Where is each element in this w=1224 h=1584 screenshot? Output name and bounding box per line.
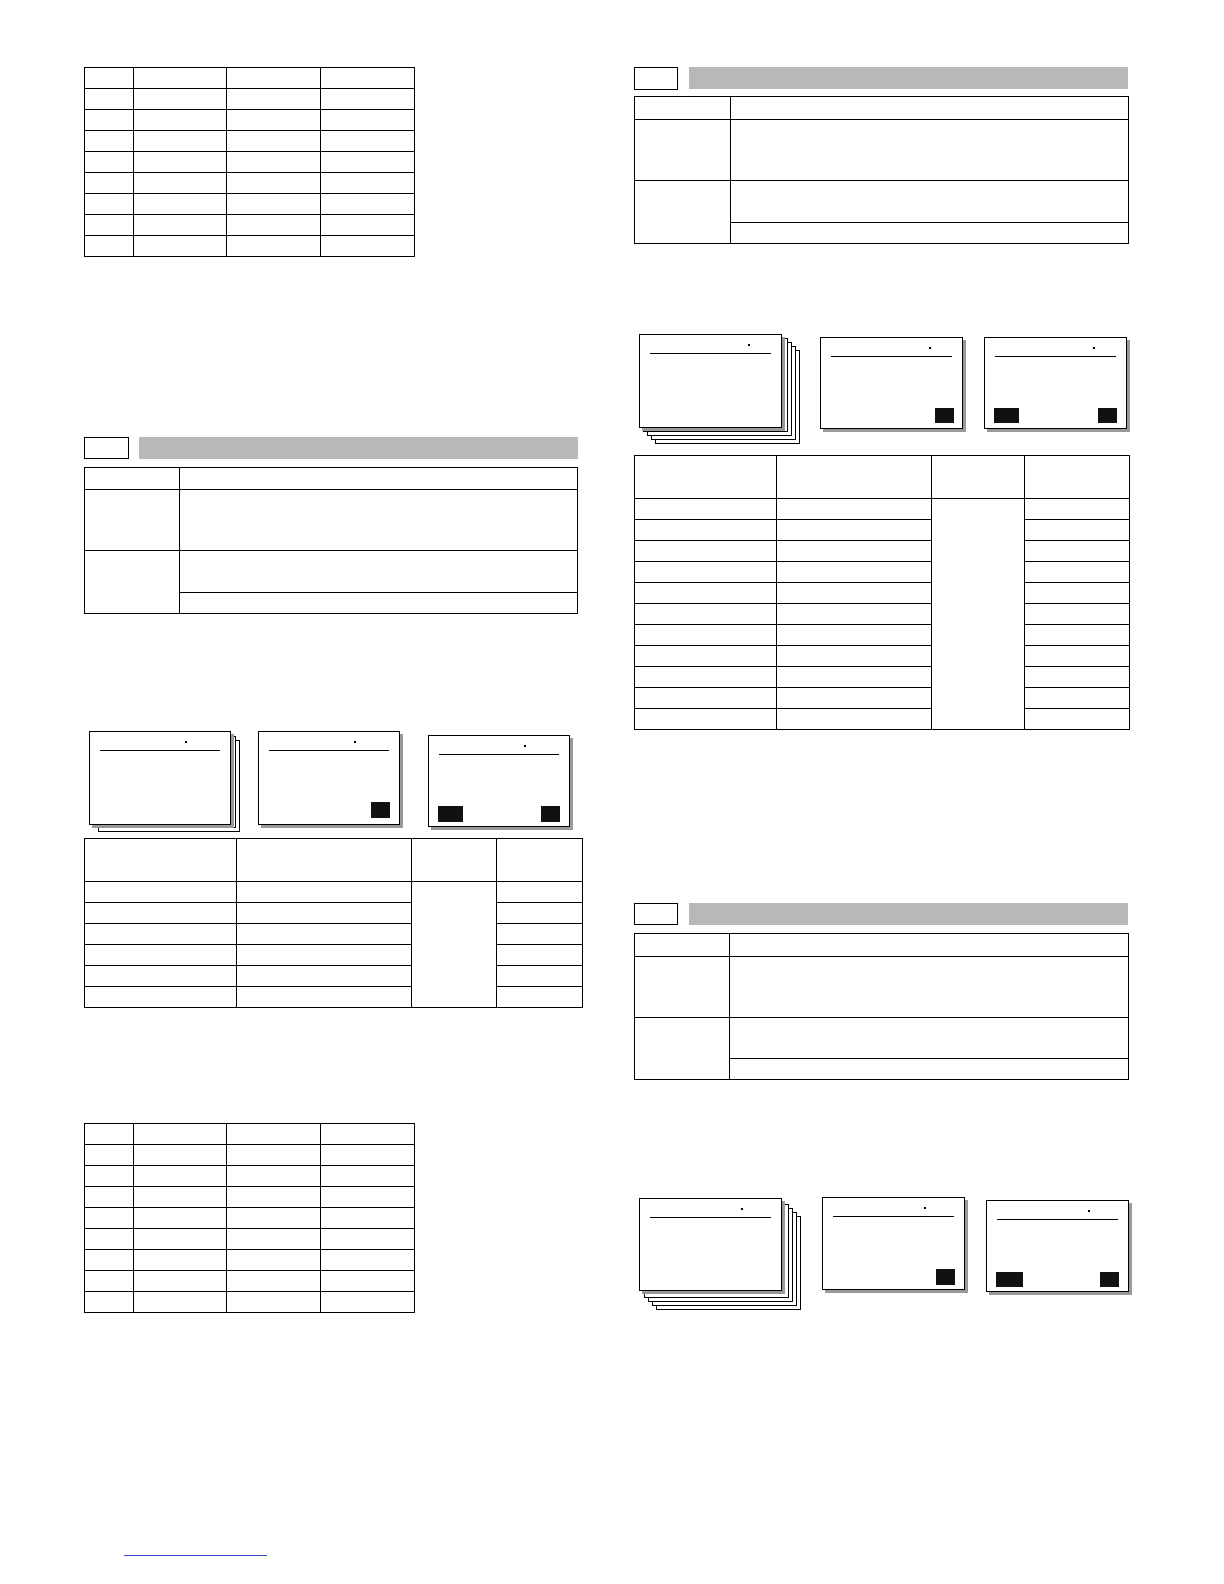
table-cell <box>321 1229 415 1250</box>
back-key-icon <box>994 408 1019 423</box>
lcd-screen-1 <box>89 731 231 825</box>
table-cell <box>497 882 583 903</box>
table-cell <box>1025 688 1130 709</box>
table-cell <box>635 541 777 562</box>
table-row <box>635 625 1130 646</box>
table-cell <box>321 68 415 89</box>
table-cell <box>227 1271 321 1292</box>
table-cell <box>321 1271 415 1292</box>
table-cell <box>134 68 227 89</box>
table-row <box>635 583 1130 604</box>
table-cell <box>1025 583 1130 604</box>
section-2-code-box <box>634 67 678 90</box>
table-cell <box>227 1145 321 1166</box>
table-row <box>85 966 583 987</box>
table-cell <box>134 1229 227 1250</box>
table-cell <box>227 173 321 194</box>
table-row <box>85 215 415 236</box>
table-cell <box>777 520 932 541</box>
table-cell <box>777 499 932 520</box>
table-cell <box>85 131 134 152</box>
lcd-screen-8 <box>822 1197 965 1290</box>
table-cell <box>321 89 415 110</box>
section-2-info-table <box>634 96 1129 244</box>
lcd-screen-9 <box>986 1200 1129 1292</box>
lcd-screen-5 <box>820 337 963 429</box>
table-row <box>635 562 1130 583</box>
table-row <box>85 68 415 89</box>
table-row <box>85 1271 415 1292</box>
section-3-title-bar <box>689 903 1128 925</box>
table-header-row <box>635 456 1130 499</box>
table-cell <box>134 131 227 152</box>
table-cell <box>932 499 1025 730</box>
table-row <box>85 987 583 1008</box>
table-cell <box>227 110 321 131</box>
table-cell <box>85 1229 134 1250</box>
table-row <box>85 1124 415 1145</box>
table-cell <box>85 924 237 945</box>
table-cell <box>85 68 134 89</box>
table-cell <box>237 882 412 903</box>
table-row <box>85 903 583 924</box>
table-cell <box>134 1187 227 1208</box>
table-cell <box>777 562 932 583</box>
table-row <box>85 89 415 110</box>
table-cell <box>497 924 583 945</box>
enter-key-icon <box>936 1269 955 1285</box>
section-3-info-table <box>634 933 1129 1080</box>
table-cell <box>635 520 777 541</box>
table-cell <box>635 625 777 646</box>
table-cell <box>85 236 134 257</box>
table-header-row <box>85 839 583 882</box>
table-cell <box>1025 499 1130 520</box>
table-cell <box>134 1208 227 1229</box>
table-cell <box>85 1208 134 1229</box>
bottom-left-table <box>84 1123 415 1313</box>
table-cell <box>134 1145 227 1166</box>
table-cell <box>1025 667 1130 688</box>
enter-key-icon <box>541 806 560 822</box>
table-cell <box>1025 562 1130 583</box>
table-row <box>635 499 1130 520</box>
table-row <box>635 667 1130 688</box>
back-key-icon <box>438 806 463 822</box>
table-cell <box>1025 520 1130 541</box>
table-cell <box>321 236 415 257</box>
table-row <box>85 1145 415 1166</box>
table-row <box>85 1187 415 1208</box>
table-cell <box>85 1187 134 1208</box>
table-cell <box>227 131 321 152</box>
table-cell <box>635 709 777 730</box>
table-cell <box>1025 541 1130 562</box>
top-left-table-body <box>85 68 415 257</box>
table-cell <box>227 1124 321 1145</box>
table-cell <box>321 1208 415 1229</box>
table-cell <box>134 173 227 194</box>
table-cell <box>777 604 932 625</box>
table-cell <box>227 89 321 110</box>
table-row <box>635 709 1130 730</box>
table-cell <box>134 236 227 257</box>
table-cell <box>85 966 237 987</box>
table-cell <box>134 110 227 131</box>
back-key-icon <box>996 1272 1023 1287</box>
table-cell <box>85 903 237 924</box>
table-cell <box>1025 625 1130 646</box>
code-table-2 <box>634 455 1130 730</box>
table-cell <box>85 1124 134 1145</box>
lcd-screen-3 <box>428 735 570 827</box>
table-cell <box>777 688 932 709</box>
table-cell <box>227 1187 321 1208</box>
table-cell <box>237 924 412 945</box>
section-1-title-bar <box>139 437 578 459</box>
table-cell <box>497 966 583 987</box>
table-cell <box>1025 604 1130 625</box>
table-row <box>85 882 583 903</box>
table-cell <box>635 562 777 583</box>
table-cell <box>134 1292 227 1313</box>
table-cell <box>777 541 932 562</box>
table-cell <box>227 1292 321 1313</box>
table-cell <box>497 945 583 966</box>
table-cell <box>237 966 412 987</box>
enter-key-icon <box>1098 408 1117 423</box>
table-cell <box>321 1292 415 1313</box>
table-cell <box>85 1145 134 1166</box>
table-cell <box>227 68 321 89</box>
section-3-code-box <box>634 903 678 925</box>
table-cell <box>85 1250 134 1271</box>
table-cell <box>227 215 321 236</box>
table-cell <box>227 1208 321 1229</box>
table-cell <box>321 173 415 194</box>
table-cell <box>85 110 134 131</box>
table-cell <box>635 499 777 520</box>
table-cell <box>85 173 134 194</box>
table-cell <box>635 456 777 499</box>
table-cell <box>321 194 415 215</box>
table-cell <box>227 194 321 215</box>
lcd-screen-6 <box>984 337 1127 429</box>
table-cell <box>85 1271 134 1292</box>
table-cell <box>412 839 497 882</box>
table-cell <box>237 903 412 924</box>
table-cell <box>1025 709 1130 730</box>
enter-key-icon <box>935 408 954 423</box>
table-cell <box>85 987 237 1008</box>
table-cell <box>777 456 932 499</box>
table-cell <box>1025 646 1130 667</box>
table-cell <box>777 667 932 688</box>
table-cell <box>134 215 227 236</box>
table-row <box>85 1166 415 1187</box>
table-cell <box>227 152 321 173</box>
table-cell <box>321 1166 415 1187</box>
table-cell <box>635 583 777 604</box>
table-row <box>635 541 1130 562</box>
table-cell <box>497 903 583 924</box>
table-cell <box>321 1145 415 1166</box>
table-cell <box>777 625 932 646</box>
table-cell <box>777 646 932 667</box>
table-cell <box>85 89 134 110</box>
table-cell <box>321 1250 415 1271</box>
table-row <box>85 1250 415 1271</box>
table-row <box>635 604 1130 625</box>
table-cell <box>227 1166 321 1187</box>
table-cell <box>85 839 237 882</box>
top-left-table <box>84 67 415 257</box>
table-cell <box>635 646 777 667</box>
lcd-screen-7 <box>639 1198 782 1291</box>
table-cell <box>134 152 227 173</box>
table-cell <box>85 1166 134 1187</box>
lcd-screen-2 <box>258 731 400 825</box>
table-cell <box>237 945 412 966</box>
table-cell <box>85 152 134 173</box>
table-cell <box>932 456 1025 499</box>
section-2-title-bar <box>689 67 1128 89</box>
table-cell <box>227 1229 321 1250</box>
table-cell <box>237 839 412 882</box>
table-cell <box>134 89 227 110</box>
table-row <box>85 236 415 257</box>
table-cell <box>134 194 227 215</box>
table-cell <box>85 945 237 966</box>
table-cell <box>237 987 412 1008</box>
footer-link[interactable] <box>124 1555 267 1556</box>
table-cell <box>134 1250 227 1271</box>
code-table-1 <box>84 838 583 1008</box>
table-row <box>635 646 1130 667</box>
table-cell <box>497 839 583 882</box>
table-cell <box>497 987 583 1008</box>
lcd-screen-4 <box>639 334 782 428</box>
table-cell <box>635 688 777 709</box>
table-cell <box>85 882 237 903</box>
table-cell <box>635 667 777 688</box>
table-cell <box>412 882 497 1008</box>
enter-key-icon <box>371 802 390 818</box>
table-row <box>85 1229 415 1250</box>
table-row <box>85 152 415 173</box>
table-cell <box>85 215 134 236</box>
table-cell <box>321 152 415 173</box>
table-row <box>635 688 1130 709</box>
table-cell <box>321 131 415 152</box>
table-cell <box>85 1292 134 1313</box>
table-row <box>85 110 415 131</box>
table-cell <box>134 1166 227 1187</box>
table-cell <box>85 194 134 215</box>
table-cell <box>134 1124 227 1145</box>
table-cell <box>321 215 415 236</box>
table-cell <box>635 604 777 625</box>
table-row <box>635 520 1130 541</box>
table-cell <box>777 709 932 730</box>
table-row <box>85 924 583 945</box>
table-cell <box>777 583 932 604</box>
table-row <box>85 1208 415 1229</box>
table-row <box>85 173 415 194</box>
table-cell <box>1025 456 1130 499</box>
table-cell <box>321 1187 415 1208</box>
enter-key-icon <box>1100 1272 1119 1287</box>
table-cell <box>227 1250 321 1271</box>
table-cell <box>134 1271 227 1292</box>
table-row <box>85 131 415 152</box>
table-row <box>85 945 583 966</box>
section-1-code-box <box>84 437 129 459</box>
table-row <box>85 194 415 215</box>
table-cell <box>227 236 321 257</box>
table-cell <box>321 110 415 131</box>
table-cell <box>321 1124 415 1145</box>
table-row <box>85 1292 415 1313</box>
section-1-info-table <box>84 467 578 614</box>
